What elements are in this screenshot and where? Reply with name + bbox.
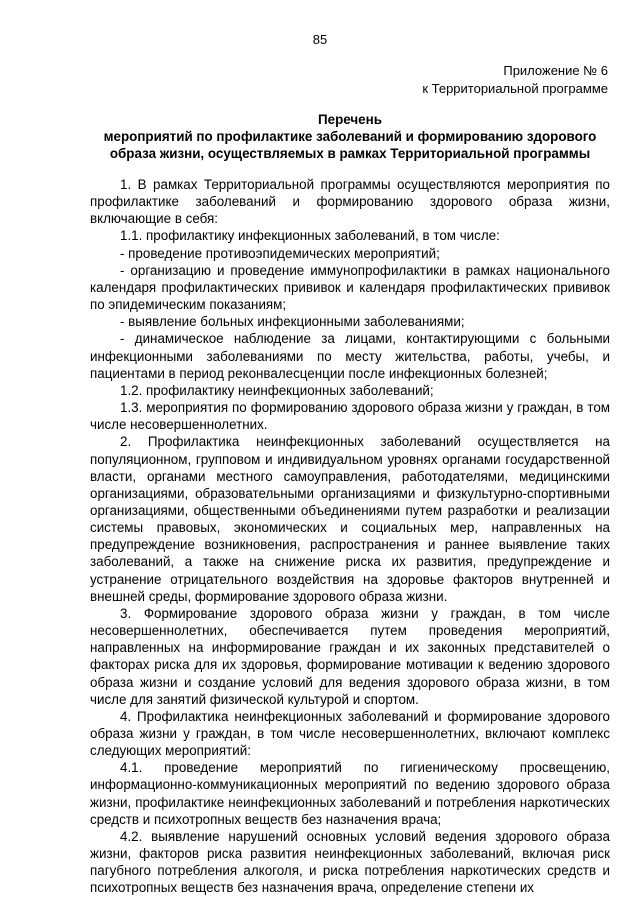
paragraph: 4.1. проведение мероприятий по гигиеническому просвещению, информационно-коммуникационных мероприятий по ведению здорового образа жизни, профилактике неинфекционных заболеваний и потребления наркотических средств и психотропных веществ без назначения врача; — [90, 760, 610, 827]
document-body — [90, 176, 610, 897]
appendix-line-1: Приложение № 6 — [503, 63, 608, 78]
paragraph: - организацию и проведение иммунопрофилактики в рамках национального календаря профилактических прививок и календаря профилактических прививок по эпидемическим показаниям; — [90, 262, 610, 313]
appendix-reference — [422, 62, 608, 98]
paragraph: 1.3. мероприятия по формированию здорового образа жизни у граждан, в том числе несовершеннолетних. — [90, 400, 610, 433]
title-subtitle-line-1: мероприятий по профилактике заболеваний и формированию здорового — [103, 129, 597, 144]
title-subtitle-line-2: образа жизни, осуществляемых в рамках Территориальной программы — [109, 146, 591, 161]
paragraph: 1. В рамках Территориальной программы осуществляются мероприятия по профилактике заболеваний и формированию здорового образа жизни, включающие в себя: — [90, 177, 610, 227]
paragraph: - динамическое наблюдение за лицами, контактирующими с больными инфекционными заболеваниями по месту жительства, работы, учебы, и пациентами в период реконвалесценции после инфекционных болезней; — [90, 331, 610, 381]
paragraph: - проведение противоэпидемических мероприятий; — [120, 245, 440, 261]
paragraph: 3. Формирование здорового образа жизни у граждан, в том числе несовершеннолетних, обеспечивается путем проведения мероприятий, направленных на информирование граждан и их законных представителей о факторах риска для их здоровья, формирование мотивации к ведению здорового образа жизни и создание условий для ведения здорового образа жизни, в том числе для занятий физической культурой и спортом. — [90, 605, 610, 707]
paragraph: 1.2. профилактику неинфекционных заболеваний; — [120, 382, 434, 398]
title-heading: Перечень — [318, 112, 382, 127]
paragraph: 1.1. профилактику инфекционных заболеваний, в том числе: — [120, 228, 500, 244]
paragraph: 2. Профилактика неинфекционных заболеваний осуществляется на популяционном, групповом и индивидуальном уровнях органами государственной власти, органами местного самоуправления, работодателями, медицинскими организациями, образовательными организациями и физкультурно-спортивными организациями, общественными объединениями путем разработки и реализации системы правовых, экономических и социальных мер, направленных на предупреждение возникновения, распространения и раннее выявление таких заболеваний, а также на снижение риска их развития, предупреждение и устранение отрицательного воздействия на здоровье факторов внутренней и внешней среды, формирование здорового образа жизни. — [90, 434, 610, 604]
appendix-line-2: к Территориальной программе — [422, 81, 608, 96]
document-title — [90, 111, 610, 162]
paragraph: - выявление больных инфекционными заболеваниями; — [120, 314, 465, 330]
paragraph: 4. Профилактика неинфекционных заболеваний и формирование здорового образа жизни у граждан, в том числе несовершеннолетних, включают комплекс следующих мероприятий: — [90, 708, 610, 759]
paragraph: 4.2. выявление нарушений основных условий ведения здорового образа жизни, факторов риска развития неинфекционных заболеваний, включая риск пагубного потребления алкоголя, и риска потребления наркотических средств и психотропных веществ без назначения врача, определение степени их — [90, 828, 610, 896]
page-number: 85 — [312, 32, 328, 47]
